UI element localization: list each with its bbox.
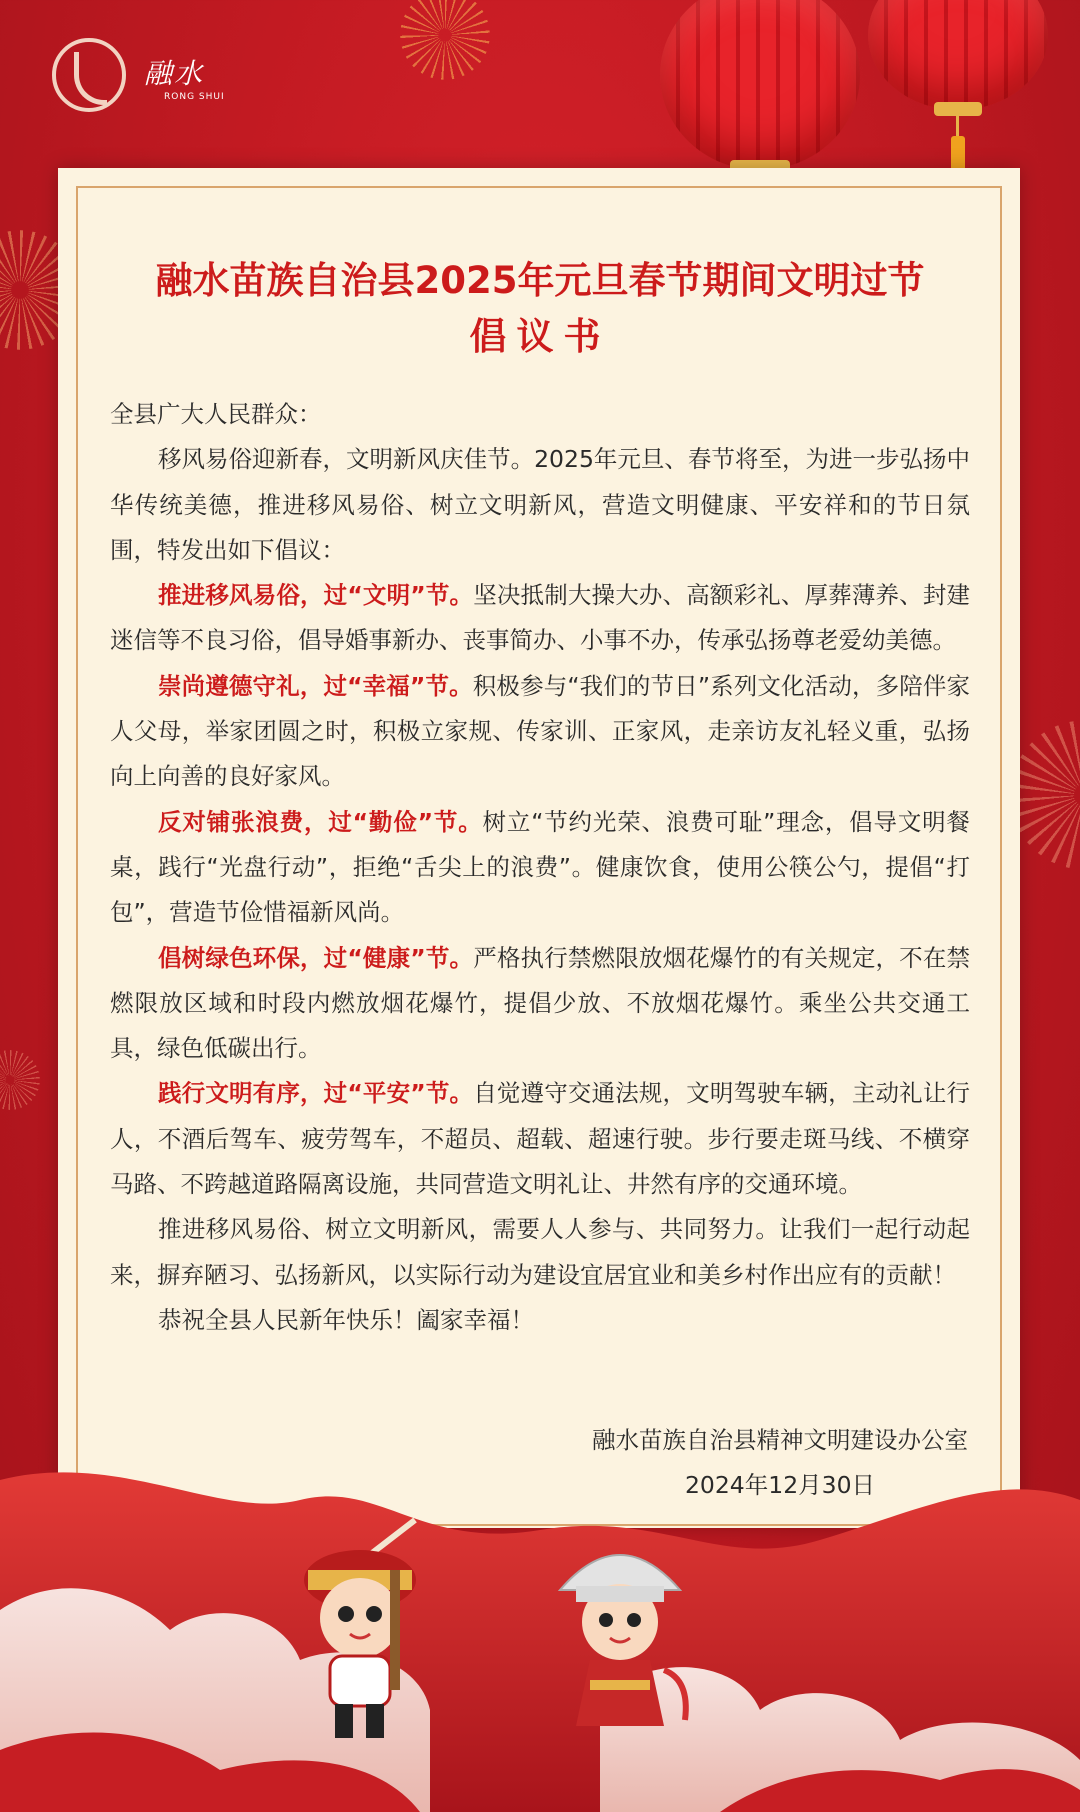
miao-girl-mascot-icon — [540, 1530, 700, 1750]
proposal-item — [110, 800, 970, 936]
wishes-paragraph: 恭祝全县人民新年快乐！阖家幸福！ — [158, 1305, 534, 1334]
proposal-heading: 践行文明有序，过“平安”节。 — [158, 1079, 474, 1108]
firework-decoration — [0, 1050, 40, 1110]
proposal-text: 积极参与“我们的节日”系列文化活动，多陪伴家人父母，举家团圆之时，积极立家规、传家训、正家风，走亲访友礼轻义重，弘扬向上向善的良好家风。 — [110, 671, 970, 791]
proposal-text: 坚决抵制大操大办、高额彩礼、厚葬薄养、封建迷信等不良习俗，倡导婚事新办、丧事简办、小事不办，传承弘扬尊老爱幼美德。 — [110, 581, 971, 655]
proposal-item — [110, 573, 970, 664]
proposal-item — [110, 936, 970, 1072]
rongshui-logo — [52, 38, 252, 118]
signature-org: 融水苗族自治县精神文明建设办公室 — [592, 1426, 968, 1454]
greeting: 全县广大人民群众： — [110, 400, 322, 428]
firework-decoration — [1010, 720, 1080, 870]
signature-date: 2024年12月30日 — [684, 1471, 876, 1499]
document-title: 融水苗族自治县2025年元旦春节期间文明过节 — [155, 259, 925, 302]
proposal-heading: 反对铺张浪费，过“勤俭”节。 — [158, 807, 483, 836]
firework-decoration — [400, 0, 490, 80]
logo-name: 融水 — [144, 57, 205, 90]
logo-subtitle: RONG SHUI — [164, 92, 225, 102]
miao-boy-mascot-icon — [290, 1510, 450, 1750]
proposal-text: 严格执行禁燃限放烟花爆竹的有关规定，不在禁燃限放区域和时段内燃放烟花爆竹，提倡少放、不放烟花爆竹。乘坐公共交通工具，绿色低碳出行。 — [110, 943, 971, 1063]
proposal-heading: 倡树绿色环保，过“健康”节。 — [158, 943, 474, 972]
proposal-item — [110, 1071, 970, 1207]
closing-paragraph: 推进移风易俗、树立文明新风，需要人人参与、共同努力。让我们一起行动起来，摒弃陋习、弘扬新风，以实际行动为建设宜居宜业和美乡村作出应有的贡献！ — [110, 1215, 970, 1289]
proposal-heading: 推进移风易俗，过“文明”节。 — [158, 581, 474, 610]
lantern-icon — [868, 0, 1048, 190]
proposal-text: 树立“节约光荣、浪费可耻”理念，倡导文明餐桌，践行“光盘行动”，拒绝“舌尖上的浪费”。健康饮食，使用公筷公勺，提倡“打包”，营造节俭惜福新风尚。 — [110, 807, 970, 927]
proposal-heading: 崇尚遵德守礼，过“幸福”节。 — [158, 671, 473, 700]
letter-body — [110, 392, 970, 1343]
document-title-subtitle: 倡议书 — [469, 315, 611, 358]
proposal-item — [110, 664, 970, 800]
proposal-text: 自觉遵守交通法规，文明驾驶车辆，主动礼让行人，不酒后驾车、疲劳驾车，不超员、超载、超速行驶。步行要走斑马线、不横穿马路、不跨越道路隔离设施，共同营造文明礼让、井然有序的交通环境。 — [110, 1079, 971, 1199]
logo-emblem-icon — [52, 38, 126, 112]
intro-paragraph: 移风易俗迎新春，文明新风庆佳节。2025年元旦、春节将至，为进一步弘扬中华传统美德，推进移风易俗、树立文明新风，营造文明健康、平安祥和的节日氛围，特发出如下倡议： — [110, 445, 970, 564]
